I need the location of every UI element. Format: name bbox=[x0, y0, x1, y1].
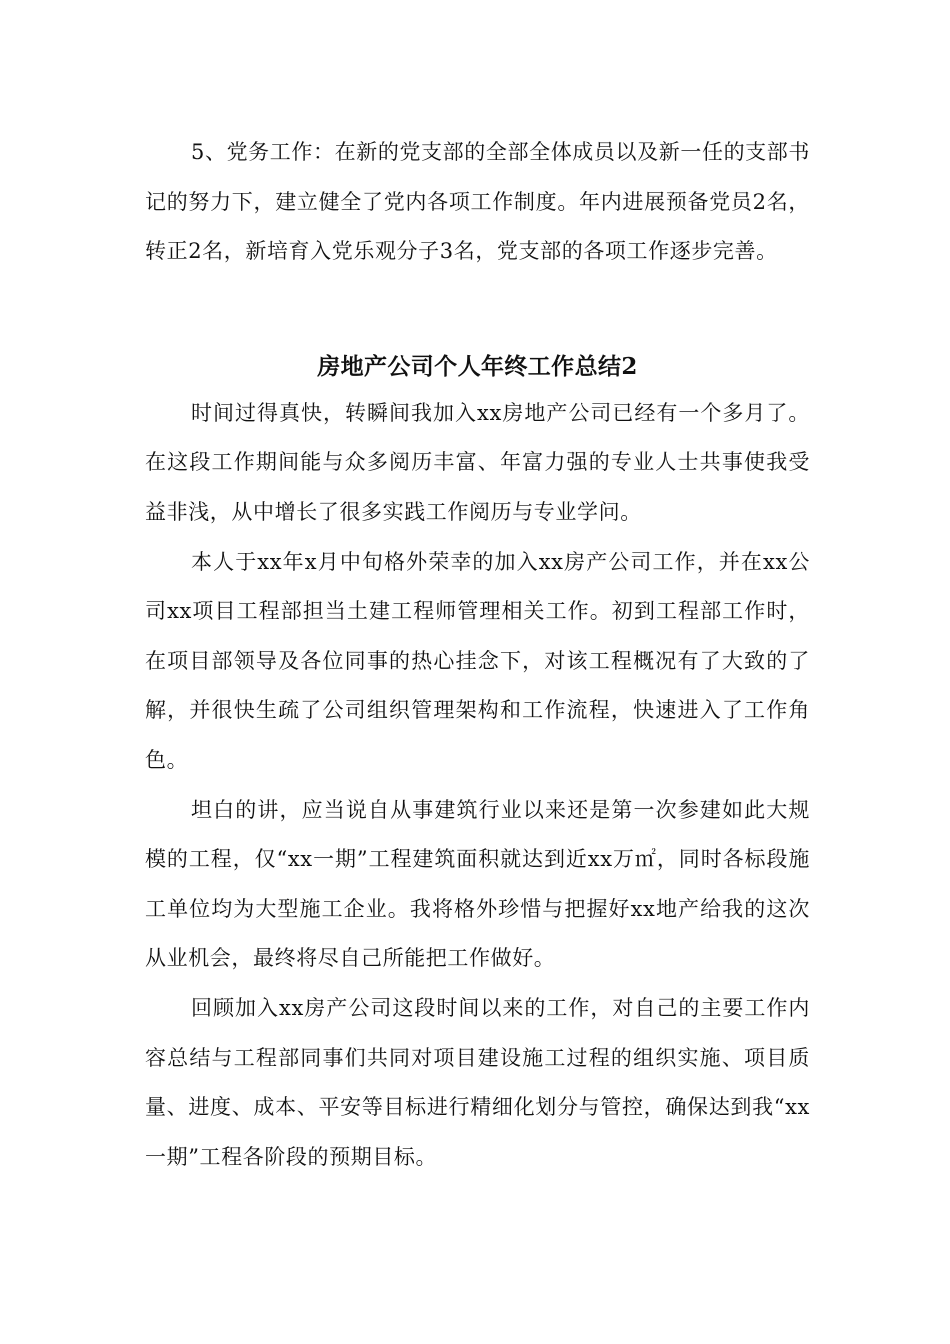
body-paragraph: 回顾加入xx房产公司这段时间以来的工作，对自己的主要工作内容总结与工程部同事们共同对项目建设施工过程的组织实施、项目质量、进度、成本、平安等目标进行精细化划分与管控，确保达到我“xx一期”工程各阶段的预期目标。 bbox=[145, 995, 810, 1169]
section-title: 房地产公司个人年终工作总结2 bbox=[317, 352, 638, 380]
document-body bbox=[145, 128, 810, 1182]
body-paragraph: 时间过得真快，转瞬间我加入xx房地产公司已经有一个多月了。在这段工作期间能与众多阅历丰富、年富力强的专业人士共事使我受益非浅，从中增长了很多实践工作阅历与专业学问。 bbox=[145, 400, 810, 524]
intro-paragraph: 5、党务工作：在新的党支部的全部全体成员以及新一任的支部书记的努力下，建立健全了党内各项工作制度。年内进展预备党员2名，转正2名，新培育入党乐观分子3名，党支部的各项工作逐步完善。 bbox=[145, 140, 810, 264]
body-paragraph: 坦白的讲，应当说自从事建筑行业以来还是第一次参建如此大规模的工程，仅“xx一期”工程建筑面积就达到近xx万㎡，同时各标段施工单位均为大型施工企业。我将格外珍惜与把握好xx地产给我的这次从业机会，最终将尽自己所能把工作做好。 bbox=[145, 797, 810, 971]
body-paragraph: 本人于xx年x月中旬格外荣幸的加入xx房产公司工作，并在xx公司xx项目工程部担当土建工程师管理相关工作。初到工程部工作时，在项目部领导及各位同事的热心挂念下，对该工程概况有了大致的了解，并很快生疏了公司组织管理架构和工作流程，快速进入了工作角色。 bbox=[145, 549, 810, 772]
